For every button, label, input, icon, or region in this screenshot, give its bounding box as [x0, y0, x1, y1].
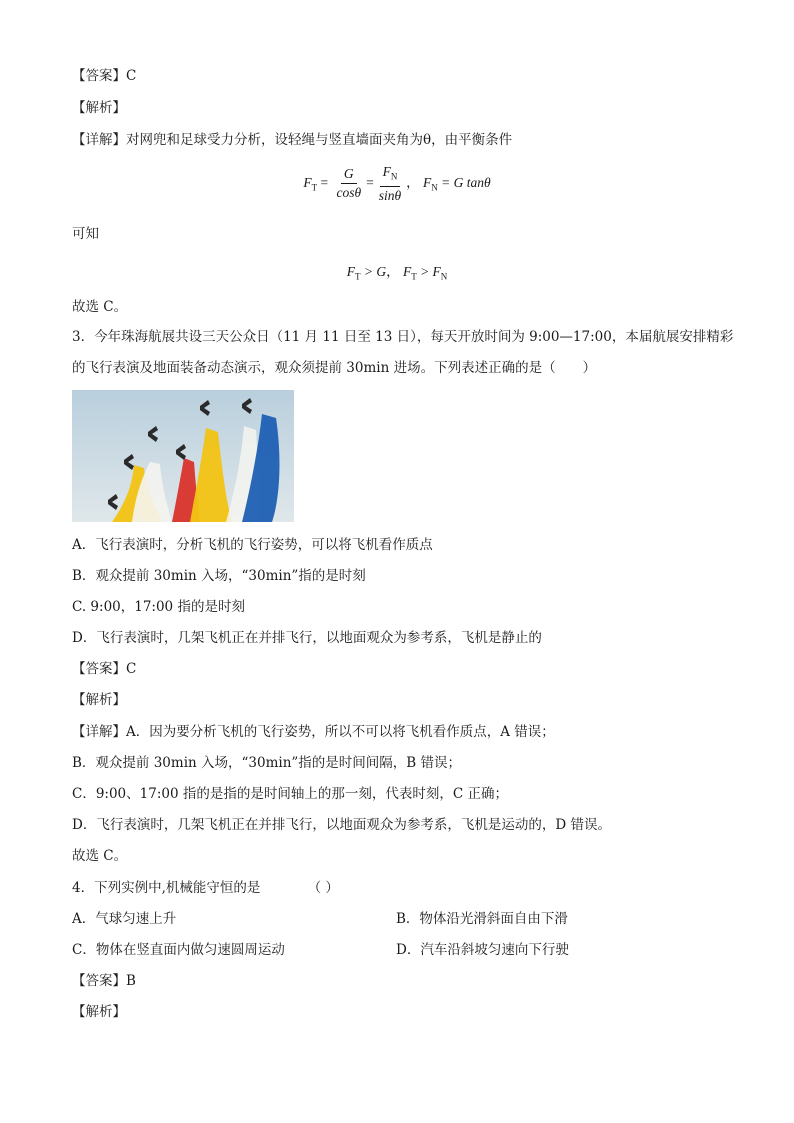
q3-option-d: D．飞行表演时，几架飞机正在并排飞行，以地面观众为参考系，飞机是静止的 — [72, 630, 542, 646]
q4-answer: 【答案】B — [72, 973, 136, 989]
q2-equation-2: $F_T > G$， $F_T > F_N$ — [346, 264, 448, 282]
q4-option-a: A．气球匀速上升 — [72, 911, 177, 927]
q3-answer: 【答案】C — [72, 661, 137, 677]
q4-option-d: D．汽车沿斜坡匀速向下行驶 — [396, 942, 569, 958]
q3-stem-line-1: 3．今年珠海航展共设三天公众日（11 月 11 日至 13 日），每天开放时间为 9:00—17:00，本届航展安排精彩 — [72, 329, 734, 345]
q2-detail: 【详解】对网兜和足球受力分析，设轻绳与竖直墙面夹角为θ，由平衡条件 — [72, 132, 513, 148]
q2-equation-1: $F_T$ = $\frac{G}{\cos\theta}$ = $\frac{F_N}{\sin\theta}$ ， $F_N = G$ tanθ — [303, 164, 491, 203]
q3-detail-c: C．9:00、17:00 指的是指的是时间轴上的那一刻，代表时刻，C 正确； — [72, 786, 508, 802]
q3-detail-d: D．飞行表演时，几架飞机正在并排飞行，以地面观众为参考系，飞机是运动的，D 错误。 — [72, 817, 611, 833]
q2-analysis: 【解析】 — [72, 100, 126, 116]
airshow-photo — [72, 390, 294, 522]
fraction-fn-over-sin: $\frac{F_N}{\sin\theta}$ — [378, 164, 402, 203]
q4-stem: 4．下列实例中,机械能守恒的是 （ ） — [72, 880, 339, 896]
q4-option-b: B．物体沿光滑斜面自由下滑 — [396, 911, 568, 927]
q4-analysis: 【解析】 — [72, 1004, 126, 1020]
q3-option-a: A．飞行表演时，分析飞机的飞行姿势，可以将飞机看作质点 — [72, 537, 433, 553]
q2-answer: 【答案】C — [72, 68, 137, 84]
q3-option-b: B．观众提前 30min 入场，“30min”指的是时刻 — [72, 568, 366, 584]
q3-conclusion: 故选 C。 — [72, 848, 128, 864]
q3-analysis: 【解析】 — [72, 692, 126, 708]
q4-option-c: C．物体在竖直面内做匀速圆周运动 — [72, 942, 285, 958]
q3-detail-a: 【详解】A．因为要分析飞机的飞行姿势，所以不可以将飞机看作质点，A 错误； — [72, 724, 555, 740]
q3-stem-line-2: 的飞行表演及地面装备动态演示，观众须提前 30min 进场。下列表述正确的是（ ） — [72, 360, 597, 376]
q3-detail-b: B．观众提前 30min 入场，“30min”指的是时间间隔，B 错误； — [72, 755, 462, 771]
fraction-g-over-cos: $\frac{G}{\cos\theta}$ — [336, 166, 362, 201]
q3-option-c: C. 9:00，17:00 指的是时刻 — [72, 599, 245, 615]
q2-conclusion: 故选 C。 — [72, 299, 128, 315]
q2-know: 可知 — [72, 226, 99, 242]
